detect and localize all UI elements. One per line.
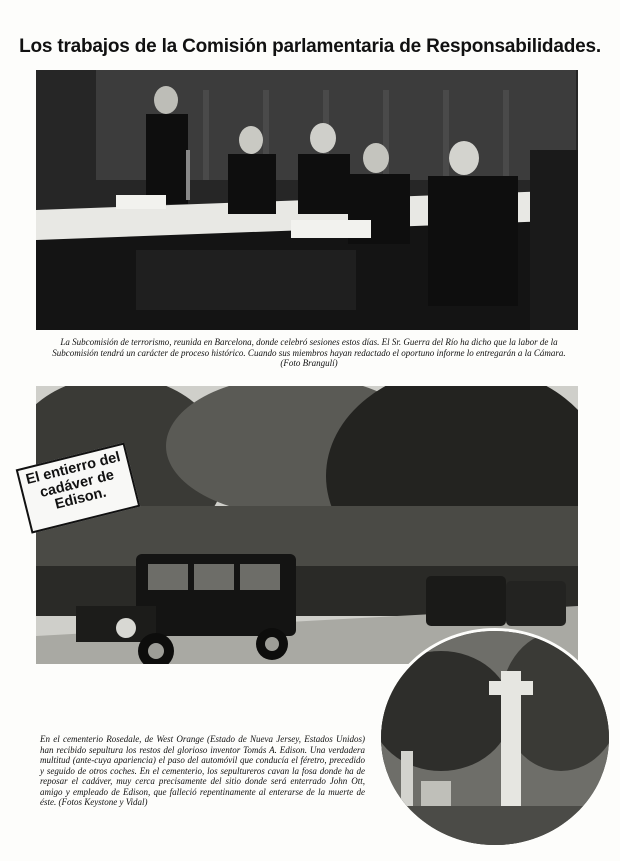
cemetery-inset-illustration bbox=[381, 631, 609, 845]
funeral-photo bbox=[36, 386, 578, 664]
cemetery-inset-photo bbox=[378, 628, 612, 848]
edison-funeral-headline-badge: El entierro del cadáver de Edison. bbox=[16, 442, 141, 533]
commission-photo-illustration bbox=[36, 70, 578, 330]
funeral-photo-caption: En el cementerio Rosedale, de West Orange (Estado de Nueva Jersey, Estados Unidos) han recibido sepultura los restos del glorioso inventor Tomás A. Edison. Una verdadera multitud (ante-cuya apariencia) el paso del automóvil que conducía el féretro, precedido y seguido de otros coches. En el cementerio, los sepultureros cavan la fosa donde ha de reposar el cadáver, muy cerca precisamente del sitio donde será enterrado John Ott, amigo y empleado de Edison, que falleció repentinamente al enterarse de la muerte de éste. (Fotos Keystone y Vidal) bbox=[40, 734, 365, 807]
funeral-photo-illustration bbox=[36, 386, 578, 664]
commission-photo-caption: La Subcomisión de terrorismo, reunida en Barcelona, donde celebró sesiones estos días. El Sr. Guerra del Río ha dicho que la labor de la Subcomisión tendrá un carácter de proceso histórico. Cuando sus miembros hayan redactado el oportuno informe lo entregarán a la Cámara. (Foto Brangulí) bbox=[52, 337, 566, 368]
commission-photo bbox=[36, 70, 578, 330]
page-title: Los trabajos de la Comisión parlamentaria de Responsabilidades. bbox=[19, 36, 601, 57]
